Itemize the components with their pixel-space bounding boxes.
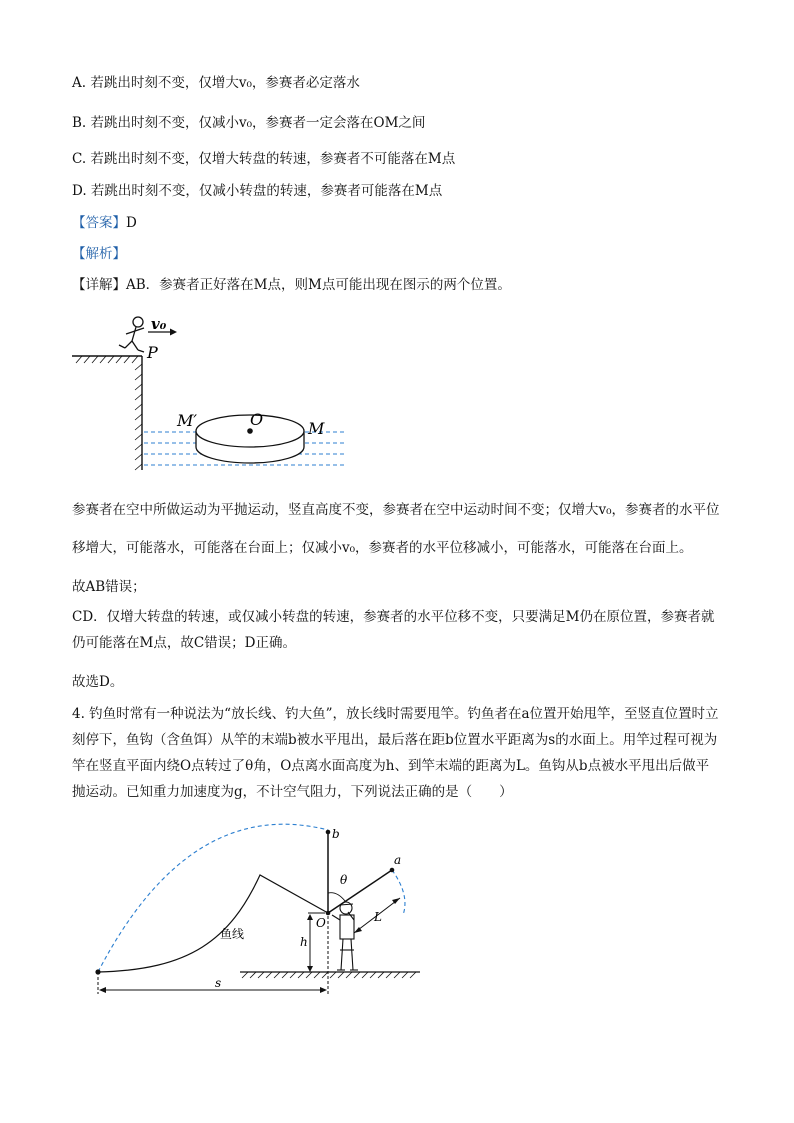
fishing-line — [98, 875, 328, 972]
label-h: h — [300, 935, 308, 949]
explain-paragraph-2: 故AB错误； — [72, 579, 146, 595]
point-o — [326, 911, 331, 916]
hook-landing-point — [95, 969, 100, 974]
figure-turntable — [70, 310, 360, 475]
detail-line — [72, 276, 511, 294]
label-fishing-line: 鱼线 — [220, 927, 245, 941]
question-4: 4. 钓鱼时常有一种说法为“放长线、钓大鱼”，放长线时需要甩竿。钓鱼者在a位置开始甩竿，至竖直位置时立刻停下，鱼钩（含鱼饵）从竿的末端b被水平甩出，最后落在距b位置水平距离为s的水面上。用竿过程可视为竿在竖直平面内绕O点转过了θ角，O点离水面高度为h、到竿末端的距离为L。鱼钩从b点被水平甩出后做平抛运动。已知重力加速度为g，不计空气阻力，下列说法正确的是（ ） — [72, 706, 719, 800]
answer-tag: 【答案】 — [72, 215, 126, 231]
center-dot — [247, 428, 253, 434]
explain-paragraph-3: CD．仅增大转盘的转速，或仅减小转盘的转速，参赛者的水平位移不变，只要满足M仍在原位置，参赛者就仍可能落在M点，故C错误；D正确。 — [72, 609, 715, 651]
angler-figure — [332, 902, 358, 970]
option-c: C. 若跳出时刻不变，仅增大转盘的转速，参赛者不可能落在M点 — [72, 151, 456, 167]
answer-value: D — [126, 215, 137, 231]
label-p: P — [147, 343, 158, 362]
option-b: B. 若跳出时刻不变，仅减小v₀，参赛者一定会落在OM之间 — [72, 115, 426, 131]
label-m-prime: M′ — [177, 411, 198, 430]
trajectory-curve — [98, 824, 328, 972]
analysis-line — [72, 245, 126, 263]
label-theta: θ — [340, 873, 348, 887]
point-a — [390, 868, 395, 873]
ground — [240, 972, 420, 978]
explain-paragraph-4: 故选D。 — [72, 674, 124, 690]
jumper-figure — [119, 317, 144, 352]
analysis-tag: 【解析】 — [72, 246, 126, 262]
label-a: a — [394, 853, 402, 867]
dimension-s — [98, 916, 328, 994]
explain-paragraph-1: 参赛者在空中所做运动为平抛运动，竖直高度不变，参赛者在空中运动时间不变；仅增大v₀，参赛者的水平位移增大，可能落水，可能落在台面上；仅减小v₀，参赛者的水平位移减小，可能落水，可能落在台面上。 — [72, 502, 720, 556]
label-s: s — [215, 976, 222, 990]
platform — [72, 356, 142, 470]
detail-text: AB．参赛者正好落在M点，则M点可能出现在图示的两个位置。 — [126, 277, 511, 293]
figure-fishing — [70, 820, 430, 1000]
label-o2: O — [316, 916, 326, 930]
label-b: b — [332, 827, 340, 841]
option-d: D. 若跳出时刻不变，仅减小转盘的转速，参赛者可能落在M点 — [72, 183, 443, 199]
option-a: A. 若跳出时刻不变，仅增大v₀，参赛者必定落水 — [72, 75, 360, 91]
theta-arc — [328, 893, 345, 901]
swing-arc — [392, 870, 405, 915]
point-b — [326, 830, 331, 835]
rod-tilted — [328, 870, 392, 913]
answer-line — [72, 214, 137, 232]
detail-tag: 【详解】 — [72, 277, 126, 293]
label-m: M — [308, 419, 325, 438]
label-l: L — [374, 910, 382, 924]
label-v0: v₀ — [151, 315, 167, 333]
label-o: O — [250, 410, 264, 429]
